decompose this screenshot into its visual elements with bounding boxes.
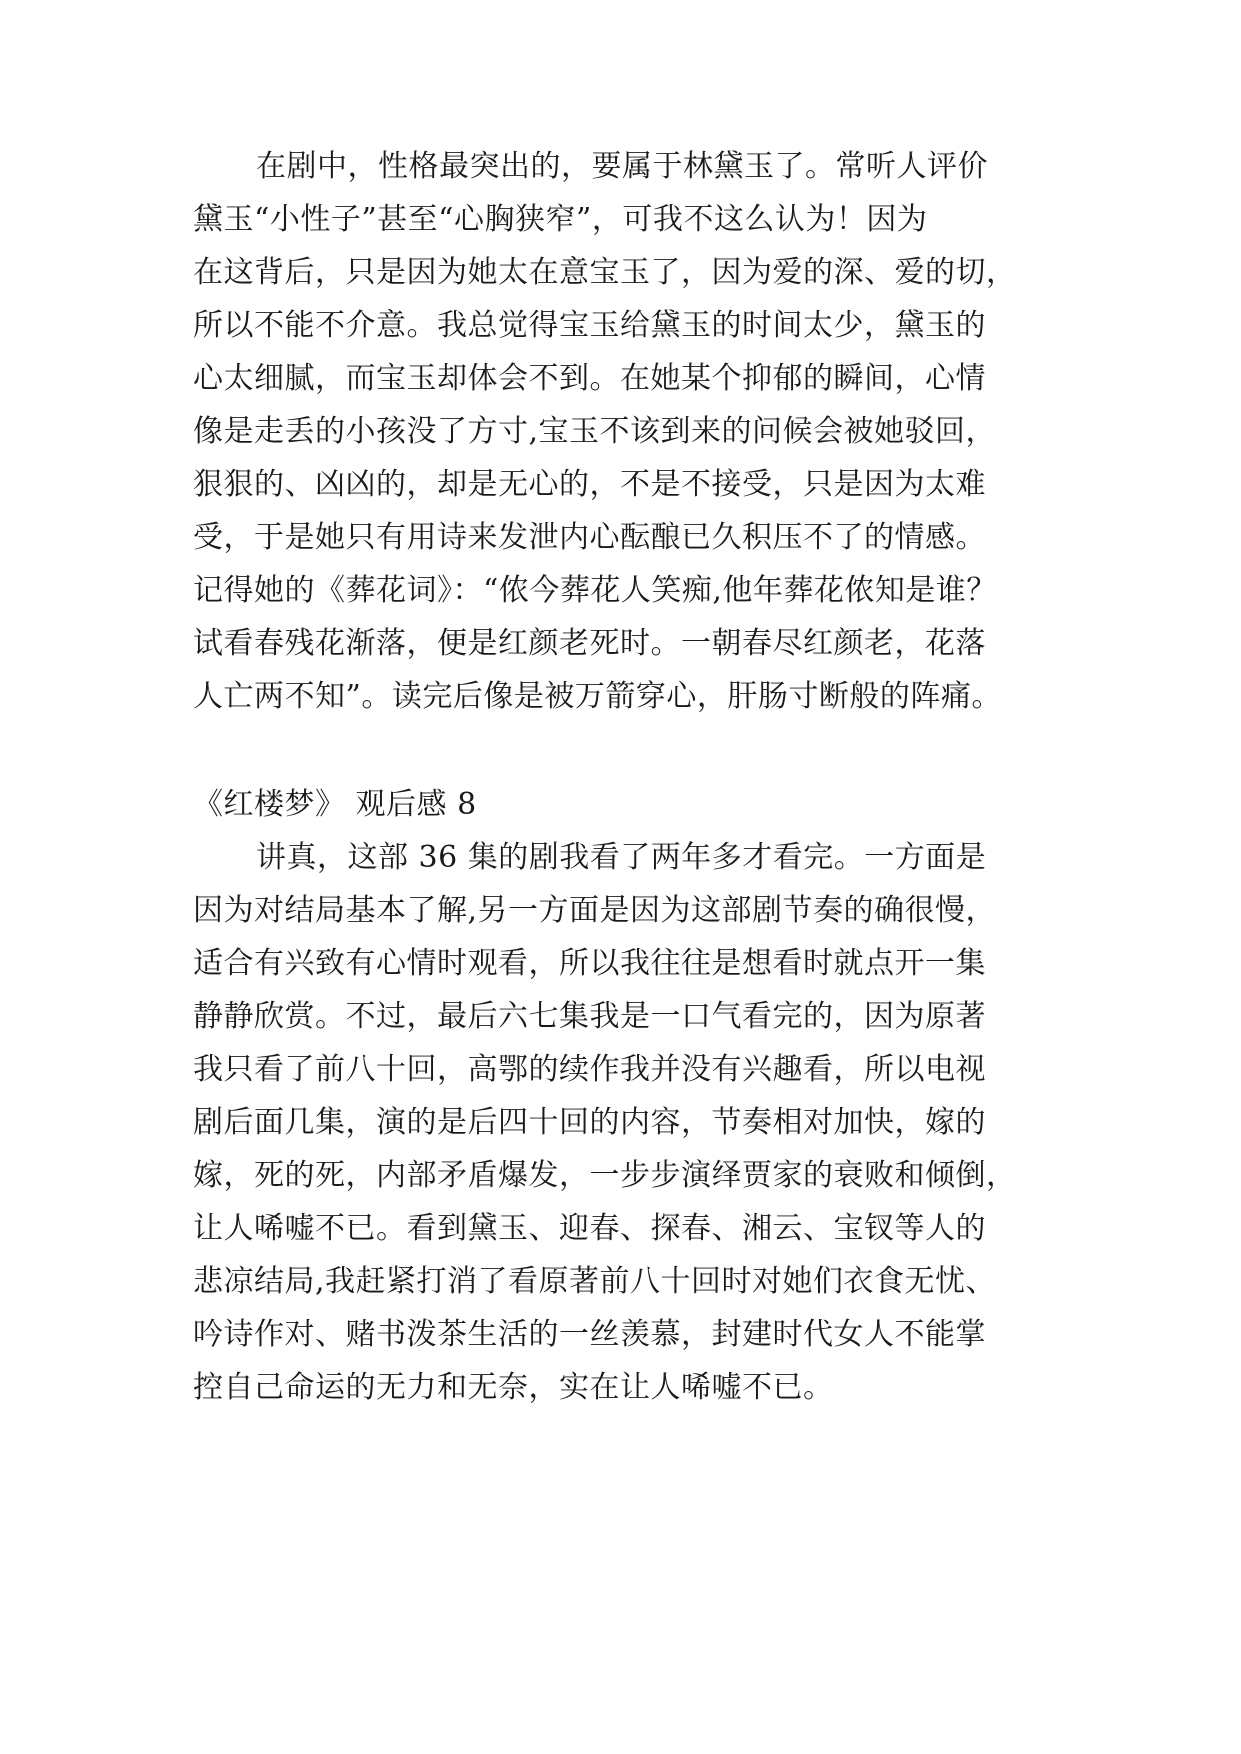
paragraph-line: 因为对结局基本了解,另一方面是因为这部剧节奏的确很慢， xyxy=(193,893,997,928)
paragraph-line: 在剧中，性格最突出的，要属于林黛玉了。常听人评价 xyxy=(256,149,988,184)
paragraph-line: 试看春残花渐落，便是红颜老死时。一朝春尽红颜老，花落 xyxy=(193,626,986,661)
paragraph-line: 嫁，死的死，内部矛盾爆发，一步步演绎贾家的衰败和倾倒， xyxy=(193,1158,1017,1193)
paragraph-line: 让人唏嘘不已。看到黛玉、迎春、探春、湘云、宝钗等人的 xyxy=(193,1211,986,1246)
paragraph-line: 我只看了前八十回，高鄂的续作我并没有兴趣看，所以电视 xyxy=(193,1052,986,1087)
paragraph-line: 记得她的《葬花词》：“侬今葬花人笑痴,他年葬花侬知是谁？ xyxy=(193,573,997,608)
paragraph-line: 黛玉“小性子”甚至“心胸狭窄”，可我不这么认为！因为 xyxy=(193,202,928,237)
paragraph-line: 静静欣赏。不过，最后六七集我是一口气看完的，因为原著 xyxy=(193,999,986,1034)
paragraph-line: 吟诗作对、赌书泼茶生活的一丝羡慕，封建时代女人不能掌 xyxy=(193,1317,986,1352)
paragraph-line: 心太细腻，而宝玉却体会不到。在她某个抑郁的瞬间，心情 xyxy=(193,361,986,396)
section-heading: 《红楼梦》 观后感 8 xyxy=(193,787,477,822)
paragraph-line: 受，于是她只有用诗来发泄内心酝酿已久积压不了的情感。 xyxy=(193,520,986,555)
paragraph-line: 悲凉结局,我赶紧打消了看原著前八十回时对她们衣食无忧、 xyxy=(193,1264,997,1299)
paragraph-line: 讲真，这部 36 集的剧我看了两年多才看完。一方面是 xyxy=(256,840,987,875)
paragraph-line: 剧后面几集，演的是后四十回的内容，节奏相对加快，嫁的 xyxy=(193,1105,986,1140)
paragraph-line: 像是走丢的小孩没了方寸,宝玉不该到来的问候会被她驳回， xyxy=(193,414,997,449)
paragraph-line: 控自己命运的无力和无奈，实在让人唏嘘不已。 xyxy=(193,1370,834,1405)
paragraph-line: 所以不能不介意。我总觉得宝玉给黛玉的时间太少，黛玉的 xyxy=(193,308,986,343)
paragraph-line: 人亡两不知”。读完后像是被万箭穿心，肝肠寸断般的阵痛。 xyxy=(193,679,1002,714)
paragraph-line: 狠狠的、凶凶的，却是无心的，不是不接受，只是因为太难 xyxy=(193,467,986,502)
paragraph-line: 在这背后，只是因为她太在意宝玉了，因为爱的深、爱的切， xyxy=(193,255,1017,290)
paragraph-line: 适合有兴致有心情时观看，所以我往往是想看时就点开一集 xyxy=(193,946,986,981)
